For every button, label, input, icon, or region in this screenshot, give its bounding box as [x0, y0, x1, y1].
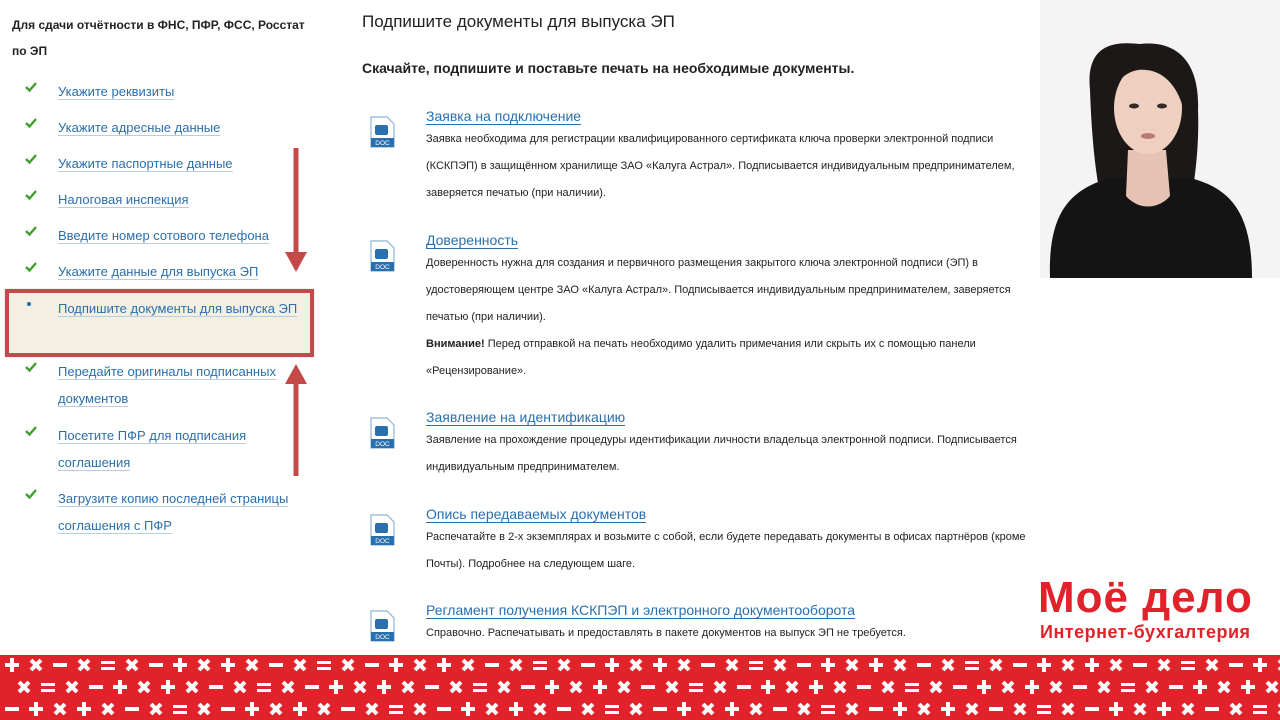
step-label[interactable]: Укажите данные для выпуска ЭП — [58, 264, 259, 279]
document-description: Заявление на прохождение процедуры идентификации личности владельца электронной подписи. Подписывается индивидуальным предпринимателем. — [426, 434, 1017, 473]
steps-sidebar — [0, 0, 330, 655]
document-link[interactable]: Опись передаваемых документов — [426, 506, 647, 522]
step-label[interactable]: Загрузите копию последней страницы соглашения с ПФР — [58, 491, 289, 533]
presenter-image — [1040, 0, 1280, 278]
svg-text:DOC: DOC — [375, 634, 390, 641]
check-icon — [24, 188, 38, 202]
warning-text: Перед отправкой на печать необходимо удалить примечания или скрыть их с помощью панели «Рецензирование». — [426, 338, 976, 377]
doc-file-icon[interactable] — [368, 514, 396, 546]
decorative-footer-band — [0, 655, 1280, 720]
document-link[interactable]: Заявление на идентификацию — [426, 409, 626, 425]
check-icon — [24, 224, 38, 238]
document-link[interactable]: Регламент получения КСКПЭП и электронного документооборота — [426, 602, 856, 618]
document-warning — [426, 331, 1026, 385]
check-icon — [24, 424, 38, 438]
step-label[interactable]: Подпишите документы для выпуска ЭП — [58, 301, 298, 316]
document-description: Распечатайте в 2-х экземплярах и возьмите с собой, если будете передавать документы в офисах партнёров (кроме Почты). Подробнее на следующем шаге. — [426, 531, 1026, 570]
doc-file-icon[interactable] — [368, 240, 396, 272]
step-label[interactable]: Посетите ПФР для подписания соглашения — [58, 428, 247, 470]
step-label[interactable]: Налоговая инспекция — [58, 192, 189, 207]
step-label[interactable]: Укажите адресные данные — [58, 120, 221, 135]
step-label[interactable]: Передайте оригиналы подписанных документов — [58, 364, 276, 406]
sidebar-title: Для сдачи отчётности в ФНС, ПФР, ФСС, Росстат по ЭП — [12, 18, 305, 58]
step-label[interactable]: Укажите реквизиты — [58, 84, 175, 99]
logo-title: Моё дело — [1038, 573, 1253, 622]
document-link[interactable]: Доверенность — [426, 232, 519, 248]
document-description: Заявка необходима для регистрации квалифицированного сертификата ключа проверки электронной подписи (КСКПЭП) в защищённом хранилище ЗАО «Калуга Астрал». Подписывается индивидуальным предпринимателем, заверяется печатью (при наличии). — [426, 133, 1015, 199]
svg-text:DOC: DOC — [375, 140, 390, 147]
svg-text:DOC: DOC — [375, 441, 390, 448]
svg-text:DOC: DOC — [375, 538, 390, 545]
logo-subtitle: Интернет-бухгалтерия — [1040, 622, 1251, 642]
svg-text:DOC: DOC — [375, 264, 390, 271]
step-label[interactable]: Укажите паспортные данные — [58, 156, 233, 171]
check-icon — [24, 116, 38, 130]
step-label[interactable]: Введите номер сотового телефона — [58, 228, 269, 243]
document-description: Доверенность нужна для создания и первичного размещения закрытого ключа электронной подписи (ЭП) в удостоверяющем центре ЗАО «Калуга Астрал». Подписывается индивидуальным предпринимателем, заверяется печатью (при наличии). — [426, 257, 1011, 323]
presenter-video — [1040, 0, 1280, 278]
doc-file-icon[interactable] — [368, 116, 396, 148]
current-step-bullet-icon — [27, 302, 31, 306]
check-icon — [24, 260, 38, 274]
page-subtitle: Скачайте, подпишите и поставьте печать на необходимые документы. — [362, 60, 855, 76]
math-symbols-pattern — [0, 655, 1280, 720]
warning-label: Внимание! — [426, 338, 485, 350]
check-icon — [24, 80, 38, 94]
main-content — [362, 0, 1042, 655]
page-title: Подпишите документы для выпуска ЭП — [362, 12, 675, 31]
document-description: Справочно. Распечатывать и предоставлять в пакете документов на выпуск ЭП не требуется. — [426, 627, 906, 639]
doc-file-icon[interactable] — [368, 417, 396, 449]
check-icon — [24, 360, 38, 374]
check-icon — [24, 487, 38, 501]
arrow-down-annotation-icon — [282, 146, 310, 274]
check-icon — [24, 152, 38, 166]
arrow-up-annotation-icon — [282, 362, 310, 478]
doc-file-icon[interactable] — [368, 610, 396, 642]
brand-logo — [1032, 572, 1280, 652]
document-link[interactable]: Заявка на подключение — [426, 108, 582, 124]
